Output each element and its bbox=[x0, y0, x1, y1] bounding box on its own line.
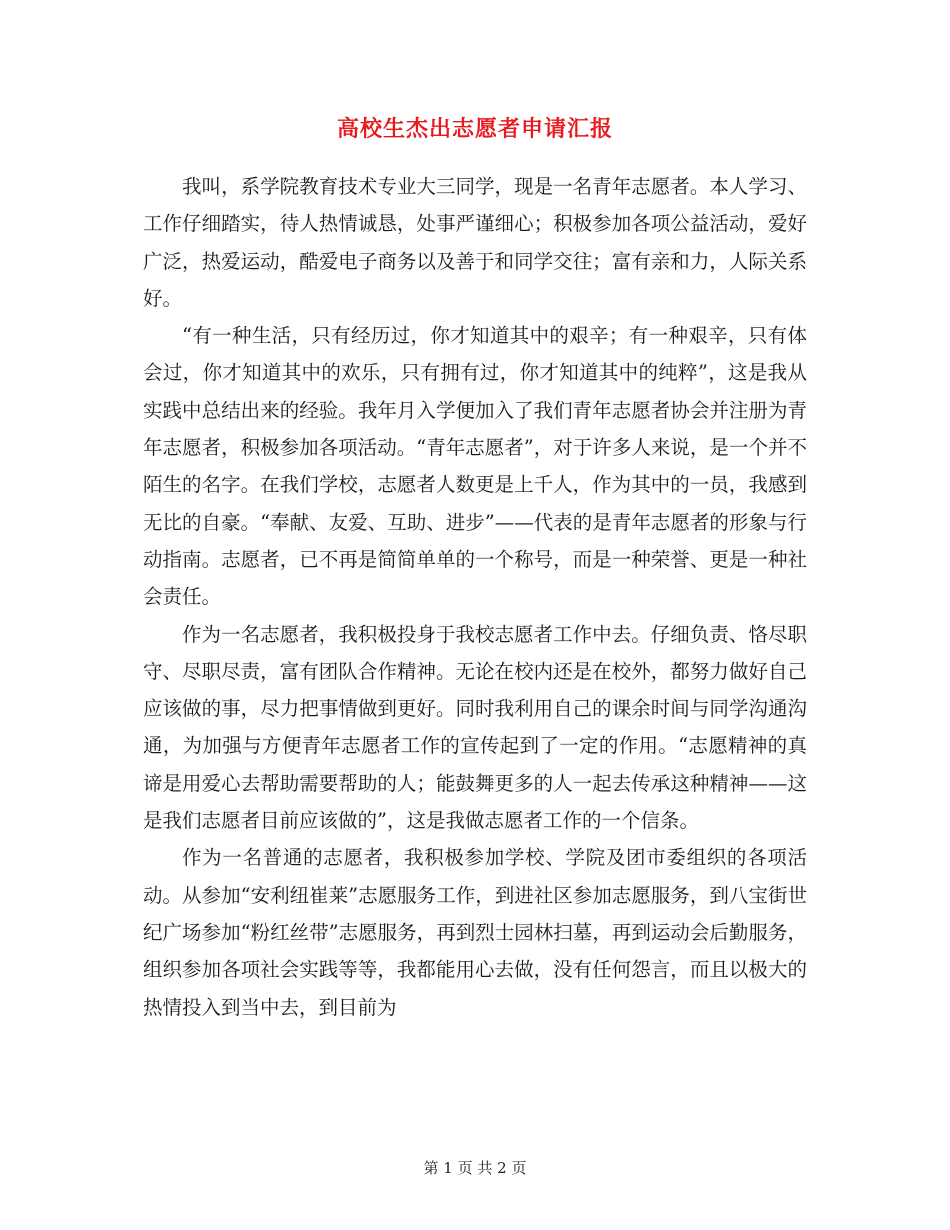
paragraph-activities: 作为一名普通的志愿者，我积极参加学校、学院及团市委组织的各项活动。从参加“安利纽崔莱”志愿服务工作，到进社区参加志愿服务，到八宝街世纪广场参加“粉红丝带”志愿服务，再到烈士园林扫墓，再到运动会后勤服务，组织参加各项社会实践等等，我都能用心去做，没有任何怨言，而且以极大的热情投入到当中去，到目前为 bbox=[143, 846, 807, 1019]
paragraph-introduction: 我叫，系学院教育技术专业大三同学，现是一名青年志愿者。本人学习、工作仔细踏实，待人热情诚恳，处事严谨细心；积极参加各项公益活动，爱好广泛，热爱运动，酷爱电子商务以及善于和同学交往；富有亲和力，人际关系好。 bbox=[143, 175, 807, 310]
paragraph-volunteer-work: 作为一名志愿者，我积极投身于我校志愿者工作中去。仔细负责、恪尽职守、尽职尽责，富有团队合作精神。无论在校内还是在校外，都努力做好自己应该做的事，尽力把事情做到更好。同时我利用自己的课余时间与同学沟通沟通，为加强与方便青年志愿者工作的宣传起到了一定的作用。“志愿精神的真谛是用爱心去帮助需要帮助的人；能鼓舞更多的人一起去传承这种精神——这是我们志愿者目前应该做的”，这是我做志愿者工作的一个信条。 bbox=[143, 622, 807, 833]
document-title: 高校生杰出志愿者申请汇报 bbox=[336, 116, 613, 142]
paragraph-experience: “有一种生活，只有经历过，你才知道其中的艰辛；有一种艰辛，只有体会过，你才知道其中的欢乐，只有拥有过，你才知道其中的纯粹”，这是我从实践中总结出来的经验。我年月入学便加入了我们青年志愿者协会并注册为青年志愿者，积极参加各项活动。“青年志愿者”，对于许多人来说，是一个并不陌生的名字。在我们学校，志愿者人数更是上千人，作为其中的一员，我感到无比的自豪。“奉献、友爱、互助、进步”——代表的是青年志愿者的形象与行动指南。志愿者，已不再是简简单单的一个称号，而是一种荣誉、更是一种社会责任。 bbox=[143, 324, 807, 609]
page-number-footer: 第 1 页 共 2 页 bbox=[423, 1159, 527, 1177]
document-body bbox=[143, 168, 807, 1026]
